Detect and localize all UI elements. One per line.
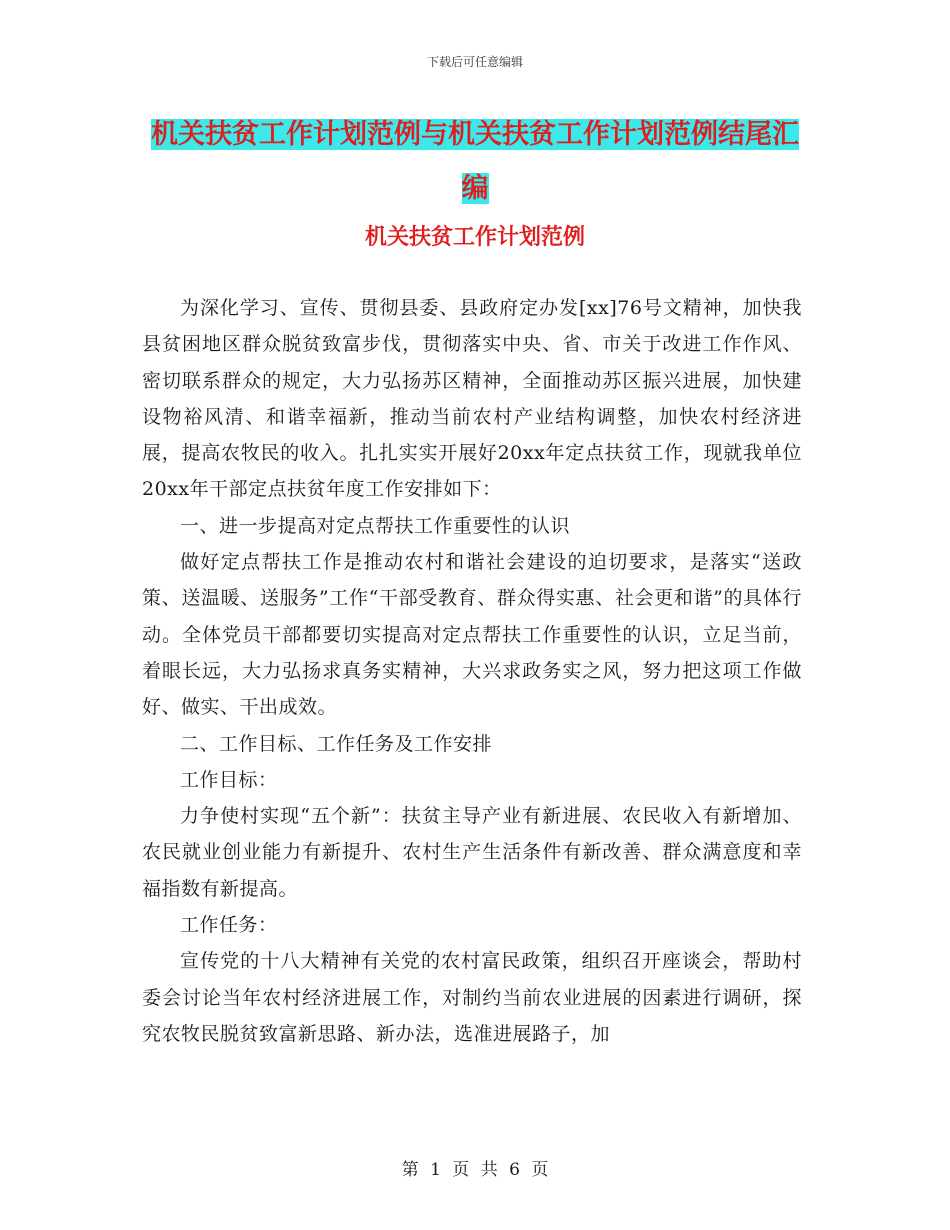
- document-title: [140, 108, 810, 216]
- paragraph-work-tasks: 宣传党的十八大精神有关党的农村富民政策，组织召开座谈会，帮助村委会讨论当年农村经济进展工作，对制约当前农业进展的因素进行调研，探究农牧民脱贫致富新思路、新办法，选准进展路子，加: [142, 950, 802, 1045]
- document-body: [142, 290, 802, 1052]
- header-note: 下载后可任意编辑: [426, 55, 523, 69]
- page-number: 第 1 页 共 6 页: [401, 1160, 549, 1180]
- paragraph-section-1: 做好定点帮扶工作是推动农村和谐社会建设的迫切要求，是落实“送政策、送温暖、送服务”工作“干部受教育、群众得实惠、社会更和谐”的具体行动。全体党员干部都要切实提高对定点帮扶工作重要性的认识，立足当前，着眼长远，大力弘扬求真务实精神，大兴求政务实之风，努力把这项工作做好、做实、干出成效。: [142, 551, 802, 719]
- label-work-goals: 工作目标：: [180, 768, 278, 791]
- heading-section-2: 二、工作目标、工作任务及工作安排: [180, 732, 493, 755]
- section-title: 机关扶贫工作计划范例: [364, 225, 585, 250]
- document-title-text: 机关扶贫工作计划范例与机关扶贫工作计划范例结尾汇编: [151, 119, 799, 204]
- paragraph-intro: 为深化学习、宣传、贯彻县委、县政府定办发[xx]76号文精神，加快我县贫困地区群众脱贫致富步伐，贯彻落实中央、省、市关于改进工作作风、密切联系群众的规定，大力弘扬苏区精神，全面推动苏区振兴进展，加快建设物裕风清、和谐幸福新，推动当前农村产业结构调整，加快农村经济进展，提高农牧民的收入。扎扎实实开展好20xx年定点扶贫工作，现就我单位20xx年干部定点扶贫年度工作安排如下：: [142, 297, 802, 501]
- paragraph-work-goals: 力争使村实现“五个新”：扶贫主导产业有新进展、农民收入有新增加、农民就业创业能力有新提升、农村生产生活条件有新改善、群众满意度和幸福指数有新提高。: [142, 805, 802, 900]
- label-work-tasks: 工作任务：: [180, 914, 278, 937]
- heading-section-1: 一、进一步提高对定点帮扶工作重要性的认识: [180, 514, 571, 537]
